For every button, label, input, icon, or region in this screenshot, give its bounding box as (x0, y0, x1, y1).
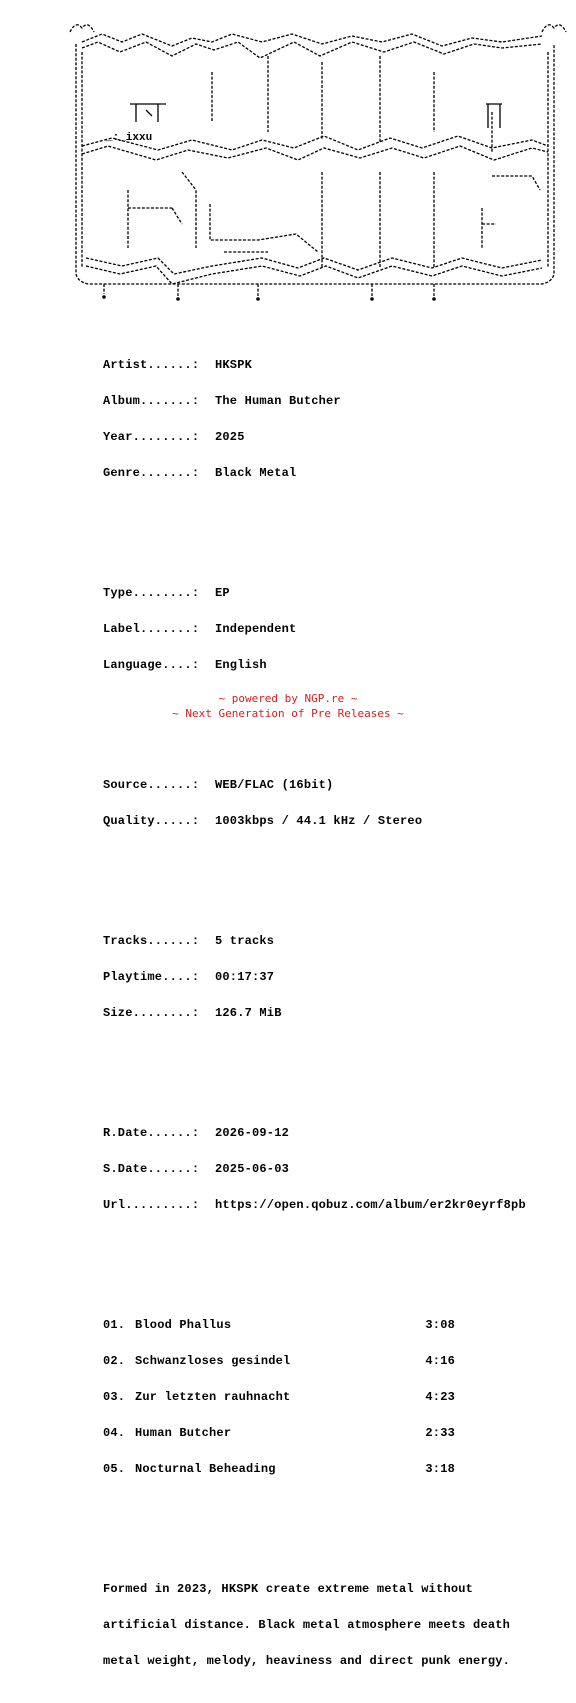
release-block (103, 563, 526, 695)
track-row (103, 1463, 526, 1475)
info-key: Label.......: (103, 622, 200, 636)
description-line: Formed in 2023, HKSPK create extreme metal without (103, 1582, 474, 1596)
track-number: 05. (103, 1462, 126, 1476)
info-row-sdate (103, 1163, 526, 1175)
track-title: Schwanzloses gesindel (135, 1354, 291, 1368)
track-number: 03. (103, 1390, 126, 1404)
info-key: Artist......: (103, 358, 200, 372)
track-duration: 2:33 (425, 1426, 455, 1440)
track-title: Human Butcher (135, 1426, 232, 1440)
dates-block (103, 1103, 526, 1235)
track-duration: 3:18 (425, 1462, 455, 1476)
info-row-label (103, 623, 526, 635)
info-block (103, 335, 526, 503)
info-key: Quality.....: (103, 814, 200, 828)
info-key: Year........: (103, 430, 200, 444)
info-value: 2026-09-12 (215, 1126, 290, 1140)
description (103, 1559, 526, 1691)
track-duration: 4:16 (425, 1354, 455, 1368)
info-key: Size........: (103, 1006, 200, 1020)
info-row-source (103, 779, 526, 791)
description-line: metal weight, melody, heaviness and direct punk energy. (103, 1654, 511, 1668)
info-value: 126.7 MiB (215, 1006, 282, 1020)
track-duration: 4:23 (425, 1390, 455, 1404)
info-row-year (103, 431, 526, 443)
footer-tagline: ~ Next Generation of Pre Releases ~ (172, 707, 404, 720)
track-row (103, 1391, 526, 1403)
ascii-art-logo (62, 12, 572, 304)
info-value: 00:17:37 (215, 970, 275, 984)
info-key: Type........: (103, 586, 200, 600)
info-row-language (103, 659, 526, 671)
track-row (103, 1319, 526, 1331)
info-key: Source......: (103, 778, 200, 792)
info-key: Language....: (103, 658, 200, 672)
source-block (103, 755, 526, 851)
track-title: Blood Phallus (135, 1318, 232, 1332)
stats-block (103, 911, 526, 1043)
info-key: Tracks......: (103, 934, 200, 948)
info-value: The Human Butcher (215, 394, 341, 408)
info-value: 2025-06-03 (215, 1162, 290, 1176)
info-row-size (103, 1007, 526, 1019)
info-row-rdate (103, 1127, 526, 1139)
track-number: 02. (103, 1354, 126, 1368)
info-row-quality (103, 815, 526, 827)
info-row-tracks (103, 935, 526, 947)
info-value: WEB/FLAC (16bit) (215, 778, 334, 792)
track-number: 01. (103, 1318, 126, 1332)
info-value: EP (215, 586, 230, 600)
info-value: English (215, 658, 267, 672)
track-title: Nocturnal Beheading (135, 1462, 276, 1476)
info-key: Album.......: (103, 394, 200, 408)
info-row-type (103, 587, 526, 599)
info-value: HKSPK (215, 358, 253, 372)
info-row-playtime (103, 971, 526, 983)
track-number: 04. (103, 1426, 126, 1440)
info-value: Black Metal (215, 466, 297, 480)
info-value: Independent (215, 622, 297, 636)
info-row-album (103, 395, 526, 407)
info-row-artist (103, 359, 526, 371)
tracklist (103, 1295, 526, 1499)
info-key: Url.........: (103, 1198, 200, 1212)
description-line: artificial distance. Black metal atmosphere meets death (103, 1618, 511, 1632)
track-row (103, 1355, 526, 1367)
footer-powered-by: ~ powered by NGP.re ~ (218, 692, 358, 705)
track-title: Zur letzten rauhnacht (135, 1390, 291, 1404)
svg-text:_:_ixxu: _:_ixxu (106, 132, 153, 144)
info-value: 5 tracks (215, 934, 275, 948)
info-row-url (103, 1199, 526, 1211)
url-link[interactable]: https://open.qobuz.com/album/er2kr0eyrf8pb (215, 1198, 526, 1212)
track-row (103, 1427, 526, 1439)
info-key: Genre.......: (103, 466, 200, 480)
info-row-genre (103, 467, 526, 479)
info-key: S.Date......: (103, 1162, 200, 1176)
info-value: 1003kbps / 44.1 kHz / Stereo (215, 814, 423, 828)
info-key: Playtime....: (103, 970, 200, 984)
info-key: R.Date......: (103, 1126, 200, 1140)
nfo-text (103, 311, 526, 1703)
info-value: 2025 (215, 430, 245, 444)
track-duration: 3:08 (425, 1318, 455, 1332)
